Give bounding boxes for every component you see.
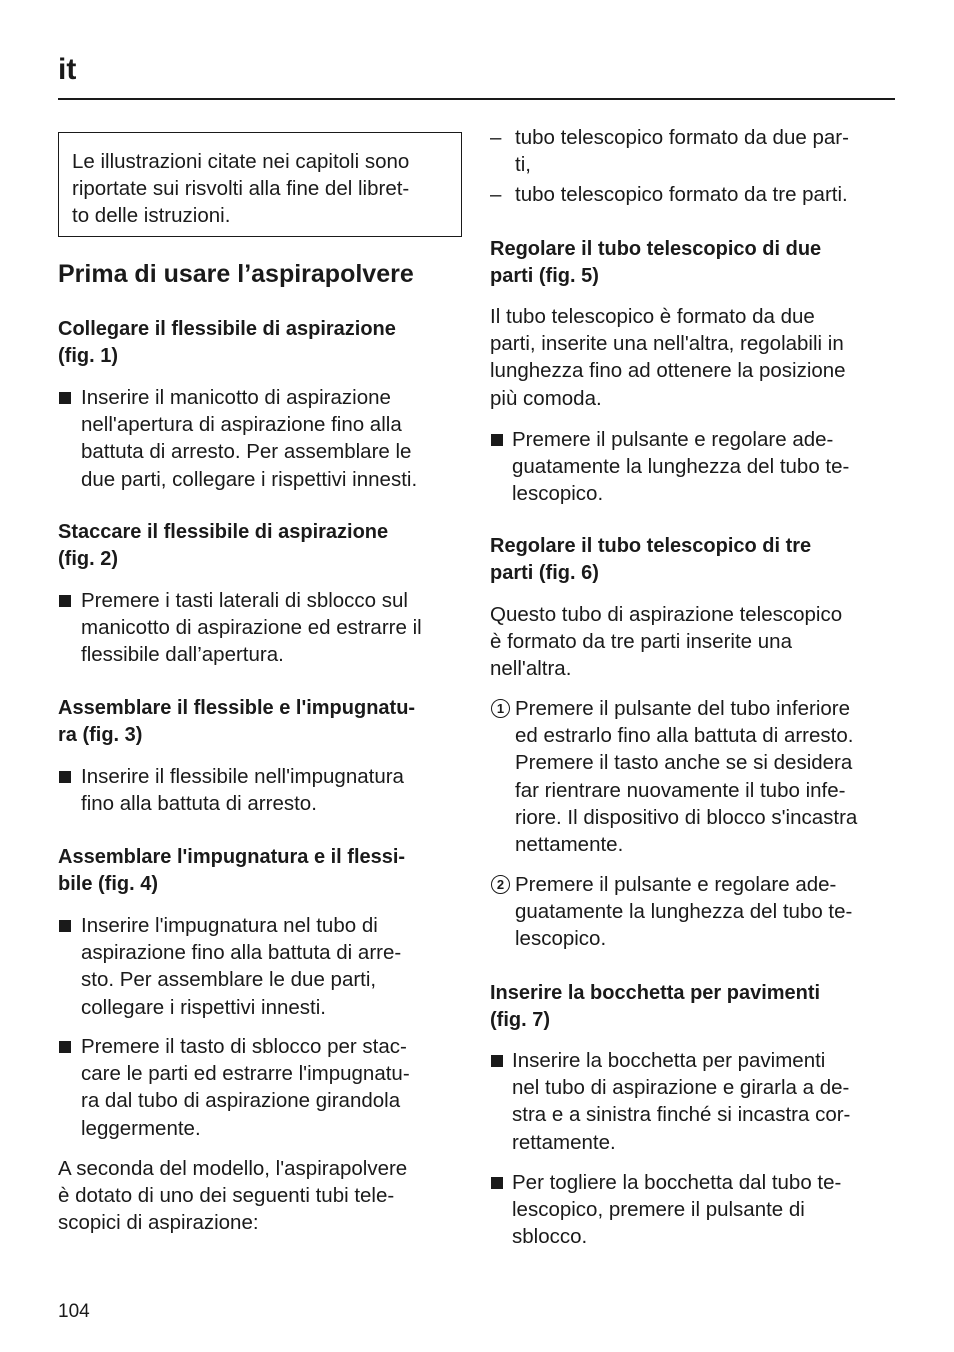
bullet-square-icon: [59, 392, 71, 404]
instruction-insert-floor-nozzle: [512, 1047, 850, 1156]
note-line: riportate sui risvolti alla fine del libret-: [72, 177, 410, 201]
instruction-release-handle: [81, 1033, 410, 1142]
text-line: Inserire il manicotto di aspirazione: [81, 386, 391, 409]
text-line: tubo telescopico formato da tre parti.: [515, 183, 848, 206]
text-line: nell'apertura di aspirazione fino alla: [81, 413, 402, 437]
text-line: è formato da tre parti inserite una: [490, 630, 792, 654]
text-line: rettamente.: [512, 1130, 616, 1154]
language-label: it: [58, 53, 77, 86]
note-line: to delle istruzioni.: [72, 204, 231, 228]
text-line: sblocco.: [512, 1225, 588, 1249]
text-line: Premere i tasti laterali di sblocco sul: [81, 589, 408, 612]
text-line: A seconda del modello, l'aspirapolvere: [58, 1157, 408, 1180]
text-line: è dotato di uno dei seguenti tubi tele-: [58, 1184, 395, 1208]
text-line: nel tubo di aspirazione e girarla a de-: [512, 1076, 850, 1100]
text-line: parti, inserite una nell'altra, regolabili in: [490, 332, 844, 356]
bullet-square-icon: [59, 595, 71, 607]
note-line: Le illustrazioni citate nei capitoli sono: [72, 150, 410, 173]
text-line: aspirazione fino alla battuta di arre-: [81, 941, 402, 965]
text-line: Inserire la bocchetta per pavimenti: [512, 1049, 826, 1072]
header-rule: [58, 98, 895, 100]
heading-insert-floor-nozzle: [490, 980, 820, 1034]
instruction-assemble-hose-handle: [81, 763, 404, 817]
text-line: ed estrarlo fino alla battuta di arresto.: [515, 724, 854, 748]
text-line: stra e a sinistra finché si incastra cor-: [512, 1103, 851, 1127]
text-line: nell'altra.: [490, 657, 572, 681]
text-line: ra dal tubo di aspirazione girandola: [81, 1089, 401, 1113]
heading-assemble-handle-hose: [58, 844, 405, 898]
heading-line: bile (fig. 4): [58, 873, 158, 896]
heading-line: parti (fig. 6): [490, 562, 599, 585]
text-line: Premere il tasto anche se si desidera: [515, 751, 853, 775]
instruction-detach-hose: [81, 587, 422, 669]
page-number: 104: [58, 1301, 90, 1322]
text-line: lescopico.: [512, 482, 604, 506]
text-line: due parti, collegare i rispettivi innesti.: [81, 467, 418, 491]
text-line: Premere il pulsante e regolare ade-: [515, 873, 837, 896]
instruction-connect-hose: [81, 384, 417, 493]
text-line: flessibile dall’apertura.: [81, 643, 284, 667]
step-number-1-icon: 1: [491, 699, 510, 718]
section-title: Prima di usare l’aspirapolvere: [58, 260, 414, 288]
text-line: Premere il tasto di sblocco per stac-: [81, 1035, 407, 1058]
dash-marker: –: [490, 183, 502, 206]
text-line: Premere il pulsante e regolare ade-: [512, 428, 834, 451]
text-line: Questo tubo di aspirazione telescopico: [490, 603, 843, 626]
text-line: lescopico, premere il pulsante di: [512, 1198, 805, 1222]
list-three-part-tube: [515, 181, 848, 208]
text-line: collegare i rispettivi innesti.: [81, 995, 326, 1019]
instruction-adjust-two-part: [512, 426, 849, 508]
heading-line: ra (fig. 3): [58, 724, 143, 747]
bullet-square-icon: [491, 1055, 503, 1067]
paragraph-three-part-tube: [490, 601, 842, 683]
heading-line: Regolare il tubo telescopico di tre: [490, 535, 812, 557]
bullet-square-icon: [59, 1041, 71, 1053]
heading-line: Inserire la bocchetta per pavimenti: [490, 982, 821, 1004]
text-line: tubo telescopico formato da due par-: [515, 126, 849, 149]
heading-detach-hose: [58, 519, 388, 573]
bullet-square-icon: [491, 1177, 503, 1189]
heading-line: Staccare il flessibile di aspirazione: [58, 521, 389, 543]
text-line: guatamente la lunghezza del tubo te-: [512, 455, 850, 479]
text-line: Il tubo telescopico è formato da due: [490, 305, 815, 328]
text-line: riore. Il dispositivo di blocco s'incastra: [515, 805, 858, 829]
text-line: fino alla battuta di arresto.: [81, 792, 317, 816]
text-line: lescopico.: [515, 927, 607, 951]
text-line: lunghezza fino ad ottenere la posizione: [490, 359, 846, 383]
text-line: guatamente la lunghezza del tubo te-: [515, 900, 853, 924]
heading-connect-hose: [58, 316, 396, 370]
paragraph-model-variants: [58, 1155, 407, 1237]
note-text: [72, 148, 409, 230]
heading-adjust-two-part: [490, 236, 821, 290]
step-number-2-icon: 2: [491, 875, 510, 894]
heading-line: Assemblare l'impugnatura e il flessi-: [58, 846, 406, 868]
text-line: più comoda.: [490, 386, 602, 410]
text-line: battuta di arresto. Per assemblare le: [81, 440, 412, 464]
heading-line: (fig. 2): [58, 548, 118, 571]
bullet-square-icon: [491, 434, 503, 446]
instruction-insert-handle: [81, 912, 401, 1021]
text-line: ti,: [515, 153, 531, 177]
dash-marker: –: [490, 126, 502, 149]
list-two-part-tube: [515, 124, 849, 178]
heading-line: Collegare il flessibile di aspirazione: [58, 318, 396, 340]
text-line: sto. Per assemblare le due parti,: [81, 968, 377, 992]
text-line: Inserire il flessibile nell'impugnatura: [81, 765, 404, 788]
heading-line: parti (fig. 5): [490, 265, 599, 288]
bullet-square-icon: [59, 771, 71, 783]
text-line: scopici di aspirazione:: [58, 1211, 259, 1235]
heading-assemble-hose-handle: [58, 695, 415, 749]
text-line: manicotto di aspirazione ed estrarre il: [81, 616, 422, 640]
text-line: Per togliere la bocchetta dal tubo te-: [512, 1171, 842, 1194]
step-2-text: [515, 871, 852, 953]
note-box: [58, 132, 462, 237]
text-line: Inserire l'impugnatura nel tubo di: [81, 914, 378, 937]
paragraph-two-part-tube: [490, 303, 846, 412]
text-line: leggermente.: [81, 1116, 201, 1140]
text-line: far rientrare nuovamente il tubo infe-: [515, 778, 846, 802]
bullet-square-icon: [59, 920, 71, 932]
heading-line: (fig. 7): [490, 1009, 550, 1032]
instruction-remove-floor-nozzle: [512, 1169, 841, 1251]
heading-line: Assemblare il flessible e l'impugnatu-: [58, 697, 416, 719]
heading-line: Regolare il tubo telescopico di due: [490, 238, 822, 260]
step-1-text: [515, 695, 857, 858]
heading-line: (fig. 1): [58, 345, 118, 368]
text-line: nettamente.: [515, 833, 624, 857]
text-line: care le parti ed estrarre l'impugnatu-: [81, 1062, 410, 1086]
heading-adjust-three-part: [490, 533, 811, 587]
text-line: Premere il pulsante del tubo inferiore: [515, 697, 851, 720]
